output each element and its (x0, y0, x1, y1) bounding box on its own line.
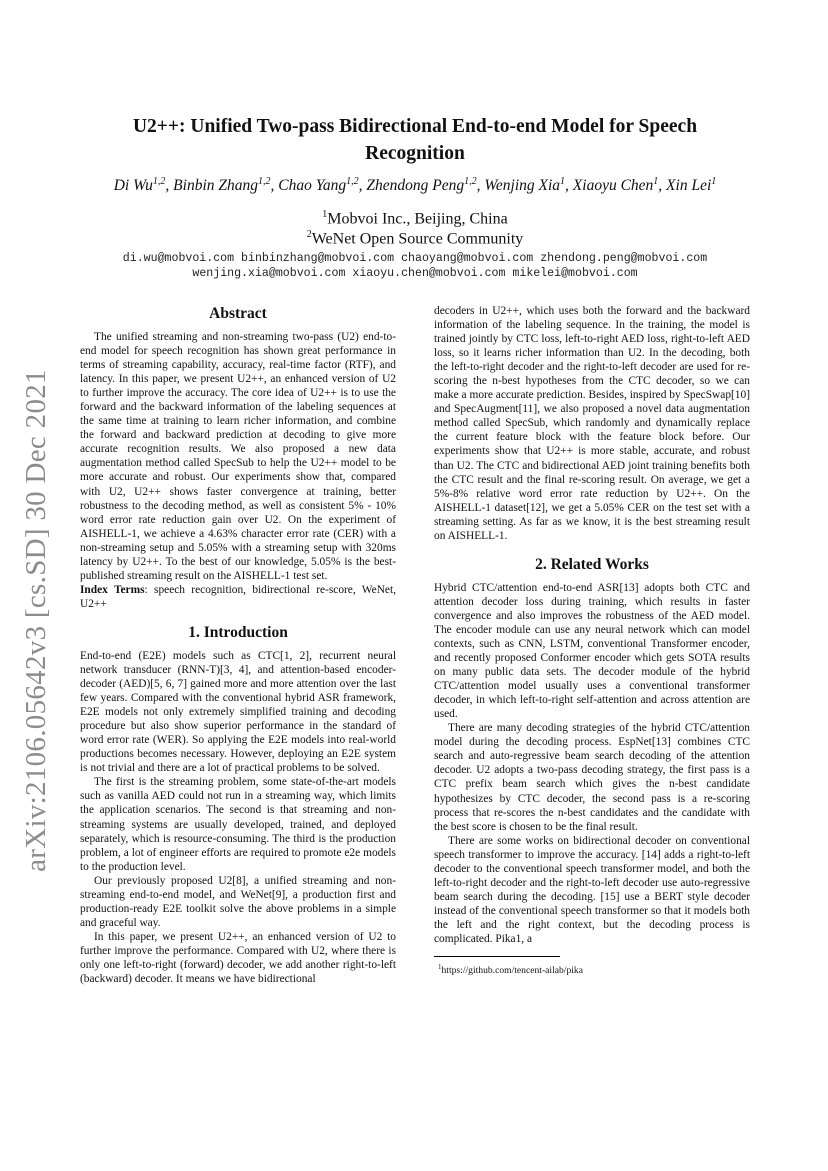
footnote (434, 960, 750, 978)
arxiv-identifier-stamp (18, 365, 54, 875)
author: Xin Lei$^1$ (666, 176, 717, 195)
right-column (434, 304, 750, 978)
footnote-url[interactable]: https://github.com/tencent-ailab/pika (441, 965, 583, 977)
emails-line-1: di.wu@mobvoi.com binbinzhang@mobvoi.com chaoyang@mobvoi.com zhendong.peng@mobvoi.com (122, 252, 708, 265)
index-terms-text: : speech recognition, bidirectional re-score, WeNet, U2++ (80, 583, 396, 610)
footnote-marker: 1 (438, 963, 442, 972)
intro-paragraph-continued: decoders in U2++, which uses both the forward and the backward information of the labeling sequence. In the training, the model is trained jointly by CTC loss, left-to-right AED loss, right-to-left AED loss, so it learns richer information than U2. In the decoding, both the left-to-right decoder and the right-to-left decoder are used for re-scoring the n-best hypotheses from the CTC decoder, so we can make a more accurate prediction. Besides, inspired by SpecSwap[10] and SpecAugment[11], we also proposed a novel data augmentation method called SpecSub, which randomly and dynamically replace the current feature block with the feature block before. Our experiments show that U2++ is more stable, accurate, and robust than U2. The CTC and bidirectional AED joint training benefits both the CTC result and the final re-scoring result. On average, we get a 5%-8% relative word error rate reduction by U2++. On the AISHELL-1 dataset[12], we get a 5.05% CER on the test set with a streaming setting. As far as we know, it is the best streaming result on AISHELL-1. (434, 305, 750, 542)
author-list: Di Wu$^{1,2}$, Binbin Zhang$^{1,2}$, Chao Yang$^{1,2}$, Zhendong Peng$^{1,2}$, Wenjing Xia$^1$, Xiaoyu Chen$^1$, Xin Lei$^1$ (113, 176, 717, 195)
author: Xiaoyu Chen$^1$ (572, 176, 659, 195)
author: Binbin Zhang$^{1,2}$ (173, 176, 271, 195)
title-line-2: Recognition (365, 143, 465, 164)
paper-title (100, 113, 730, 167)
related-works-heading: 2. Related Works (535, 555, 649, 573)
related-paragraph-2: There are many decoding strategies of the hybrid CTC/attention model during the decoding process. EspNet[13] combines CTC search and auto-regressive beam search decoding of the attention decoder. U2 adopts a two-pass decoding strategy, the first pass is a CTC prefix beam search which gives the n-best candidate hypothesizes by CTC decoder, the second pass is a re-scoring process that re-scores the n-best candidates and the candidate with the best score is chosen to be the final result. (434, 722, 750, 833)
index-terms (80, 583, 396, 611)
affiliation-1: $^1$Mobvoi Inc., Beijing, China (322, 209, 508, 228)
intro-paragraph-1: End-to-end (E2E) models such as CTC[1, 2], recurrent neural network transducer (RNN-T)[3, 4], and attention-based encoder-decoder (AED)[5, 6, 7] gained more and more attention over the last few years. Compared with the conventional hybrid ASR framework, E2E models not only extremely simplified training and decoding procedure but also show superior performance in the standard of word error rate (WER). So applying the E2E models into real-world productions becomes necessary. However, deploying an E2E system is not trivial and there are a lot of practical problems to be solved. (80, 649, 396, 775)
related-paragraph-3: There are some works on bidirectional decoder on conventional speech transformer to improve the accuracy. [14] adds a right-to-left decoder to the conventional speech transformer model, and both the left-to-right decoder and the right-to-left decoder use auto-regressive beam search during the decoding. [15] use a BERT style decoder instead of the conventional speech transformer so that it models both the left and the right context, but the decoding process is complicated. Pika1, a (434, 834, 750, 945)
title-line-1: U2++: Unified Two-pass Bidirectional End-to-end Model for Speech (132, 116, 698, 137)
intro-paragraph-4: In this paper, we present U2++, an enhanced version of U2 to further improve the performance. Compared with U2, where there is only one left-to-right (forward) decoder, we add another right-to-left (backward) decoder. It means we have bidirectional (80, 930, 396, 986)
arxiv-identifier: arXiv:2106.05642v3 [cs.SD] 30 Dec 2021 (19, 368, 52, 872)
footnote-rule (434, 956, 560, 957)
index-terms-label: Index Terms (80, 583, 145, 596)
intro-paragraph-2: The first is the streaming problem, some state-of-the-art models such as vanilla AED could not run in a streaming way, which limits the application scenarios. The second is that streaming and non-streaming systems are usually developed, trained, and deployed separately, which is resource-consuming. The third is the production problem, a lot of engineer efforts are required to promote e2e models to the production level. (80, 776, 396, 873)
intro-paragraph-3: Our previously proposed U2[8], a unified streaming and non-streaming end-to-end model, and WeNet[9], a production first and production-ready E2E toolkit solve the above problems in a simple and graceful way. (80, 874, 396, 929)
emails-line-2: wenjing.xia@mobvoi.com xiaoyu.chen@mobvoi.com mikelei@mobvoi.com (192, 267, 638, 280)
left-column (80, 304, 396, 986)
author: Di Wu$^{1,2}$ (113, 176, 166, 195)
affiliation-2: $^2$WeNet Open Source Community (306, 229, 524, 248)
introduction-heading: 1. Introduction (188, 623, 288, 641)
related-paragraph-1: Hybrid CTC/attention end-to-end ASR[13] adopts both CTC and attention decoder loss during training, which results in faster convergence and also improves the robustness of the AED model. The encoder module can use any neural network which can model contexts, such as CNN, LSTM, conventional Transformer encoder, and recently proposed Conformer encoder which gets SOTA results on many public data sets. The decoder module of the hybrid CTC/attention model usually uses a conventional transformer decoder, in which left-to-right self-attention and across attention are used. (434, 581, 750, 721)
author: Zhendong Peng$^{1,2}$ (366, 176, 477, 195)
author: Wenjing Xia$^1$ (484, 176, 566, 195)
abstract-text: The unified streaming and non-streaming two-pass (U2) end-to-end model for speech recognition has shown great performance in terms of streaming capability, accuracy, real-time factor (RTF), and latency. In this paper, we present U2++, an enhanced version of U2 to further improve the accuracy. The core idea of U2++ is to use the forward and the backward information of the labeling sequences at the same time at training to learn richer information, and combine the forward and backward prediction at decoding to give more accurate recognition results. We also proposed a new data augmentation method called SpecSub to help the U2++ model to be more accurate and robust. Our experiments show that, compared with U2, U2++ shows faster convergence at training, better robustness to the decoding method, as well as consistent 5% - 10% word error rate reduction gain over U2. On the experiment of AISHELL-1, we achieve a 4.63% character error rate (CER) with a non-streaming setup and 5.05% with a streaming setup with 320ms latency by U2++. To the best of our knowledge, 5.05% is the best-published streaming result on the AISHELL-1 test set. (80, 331, 396, 582)
abstract-heading: Abstract (209, 305, 267, 322)
author: Chao Yang$^{1,2}$ (278, 176, 359, 195)
